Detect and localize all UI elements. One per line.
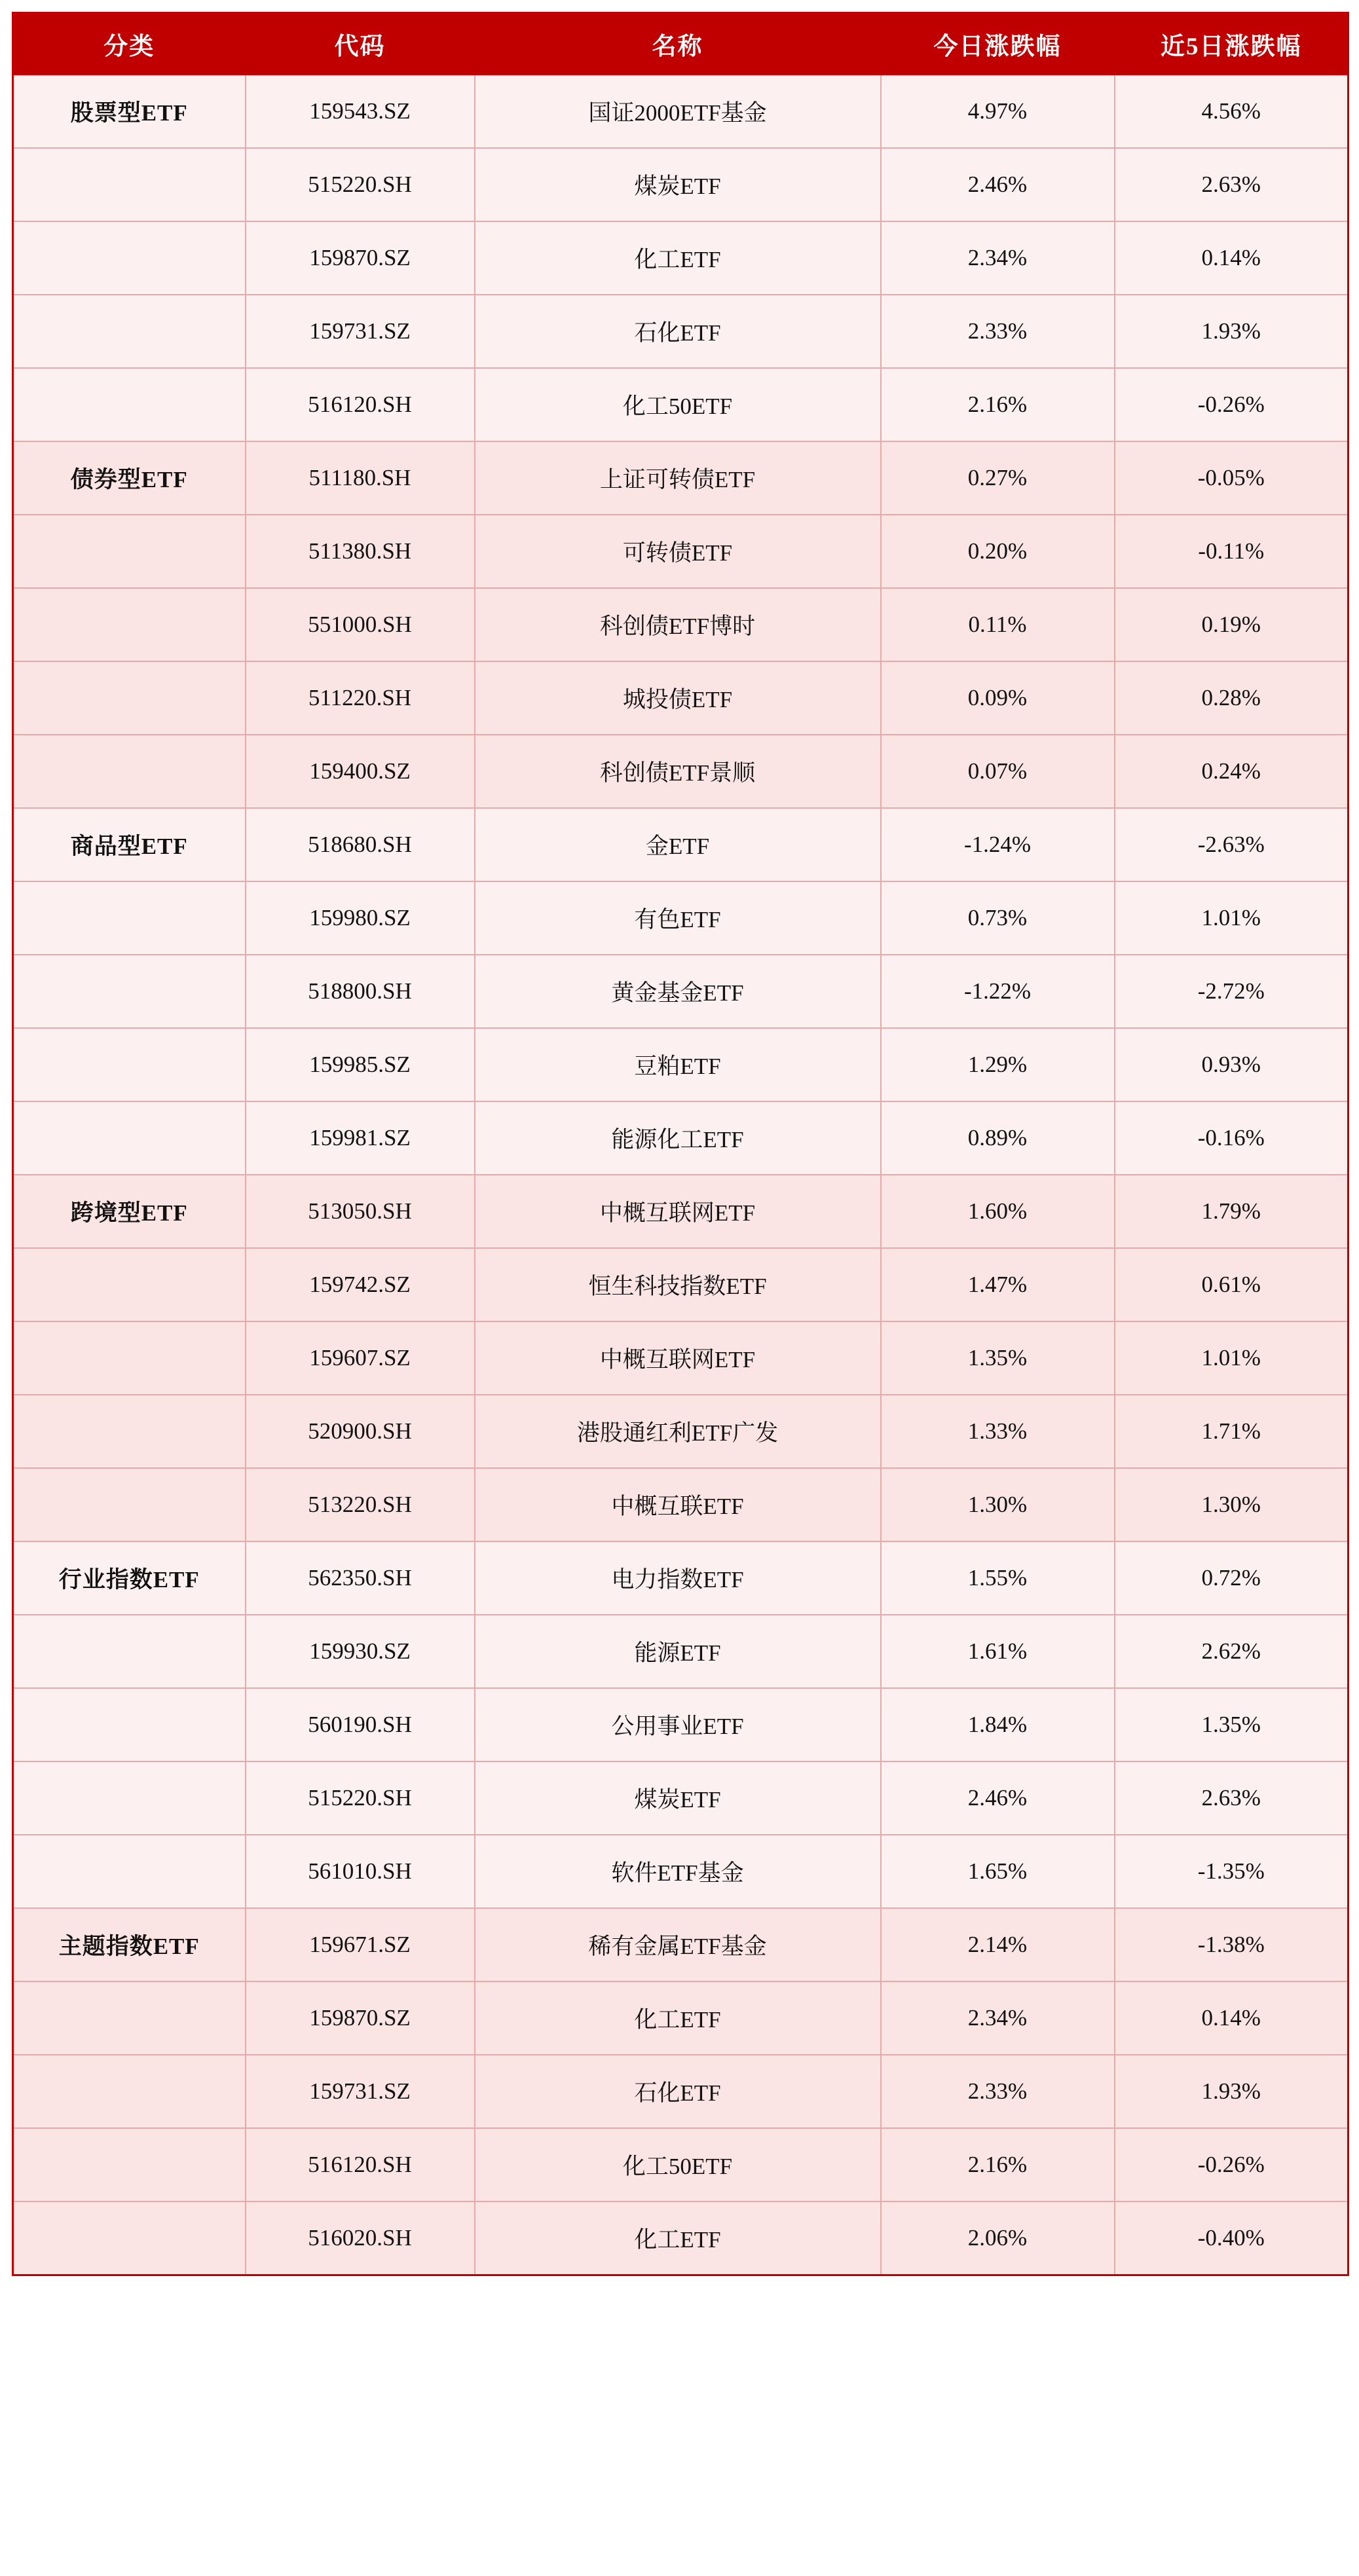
cell-code: 551000.SH (246, 588, 475, 661)
cell-category (13, 1615, 246, 1688)
cell-five-day-change: 0.14% (1115, 221, 1349, 295)
table-row (13, 1835, 1349, 1908)
table-row (13, 368, 1349, 441)
cell-code: 159671.SZ (246, 1908, 475, 1981)
cell-five-day-change: 1.01% (1115, 881, 1349, 955)
cell-today-change: 2.46% (881, 1761, 1115, 1835)
cell-five-day-change: 0.61% (1115, 1248, 1349, 1321)
column-header-code: 代码 (246, 13, 475, 75)
cell-today-change: 2.34% (881, 221, 1115, 295)
cell-category (13, 1981, 246, 2055)
cell-category (13, 588, 246, 661)
cell-today-change: 0.07% (881, 735, 1115, 808)
cell-today-change: 2.16% (881, 368, 1115, 441)
cell-name: 有色ETF (475, 881, 881, 955)
header-row (13, 13, 1349, 75)
table-row (13, 441, 1349, 515)
table-row (13, 2055, 1349, 2128)
table-row (13, 881, 1349, 955)
cell-name: 豆粕ETF (475, 1028, 881, 1101)
cell-name: 可转债ETF (475, 515, 881, 588)
cell-name: 石化ETF (475, 2055, 881, 2128)
cell-code: 511220.SH (246, 661, 475, 735)
cell-category (13, 295, 246, 368)
table-row (13, 1688, 1349, 1761)
cell-code: 516120.SH (246, 368, 475, 441)
cell-five-day-change: 1.93% (1115, 2055, 1349, 2128)
table-row (13, 1615, 1349, 1688)
cell-code: 513220.SH (246, 1468, 475, 1541)
cell-category: 商品型ETF (13, 808, 246, 881)
cell-code: 518800.SH (246, 955, 475, 1028)
cell-today-change: 1.84% (881, 1688, 1115, 1761)
cell-five-day-change: 0.14% (1115, 1981, 1349, 2055)
cell-today-change: 4.97% (881, 75, 1115, 148)
cell-five-day-change: -1.38% (1115, 1908, 1349, 1981)
cell-name: 中概互联网ETF (475, 1175, 881, 1248)
cell-code: 159980.SZ (246, 881, 475, 955)
cell-code: 560190.SH (246, 1688, 475, 1761)
etf-table (12, 12, 1349, 2276)
cell-five-day-change: 1.30% (1115, 1468, 1349, 1541)
cell-code: 159981.SZ (246, 1101, 475, 1175)
cell-category: 主题指数ETF (13, 1908, 246, 1981)
cell-category (13, 1321, 246, 1395)
table-row (13, 735, 1349, 808)
cell-five-day-change: -0.26% (1115, 368, 1349, 441)
cell-today-change: 2.16% (881, 2128, 1115, 2201)
cell-today-change: 2.33% (881, 295, 1115, 368)
cell-code: 562350.SH (246, 1541, 475, 1615)
cell-code: 511180.SH (246, 441, 475, 515)
cell-today-change: 1.55% (881, 1541, 1115, 1615)
cell-five-day-change: -0.05% (1115, 441, 1349, 515)
table-body (13, 75, 1349, 2275)
table-row (13, 1248, 1349, 1321)
table-row (13, 588, 1349, 661)
cell-today-change: 1.33% (881, 1395, 1115, 1468)
table-row (13, 955, 1349, 1028)
cell-five-day-change: 1.71% (1115, 1395, 1349, 1468)
cell-code: 516020.SH (246, 2201, 475, 2275)
table-row (13, 1981, 1349, 2055)
table-row (13, 1468, 1349, 1541)
cell-five-day-change: 1.93% (1115, 295, 1349, 368)
cell-code: 518680.SH (246, 808, 475, 881)
table-row (13, 1028, 1349, 1101)
cell-name: 科创债ETF景顺 (475, 735, 881, 808)
cell-category (13, 661, 246, 735)
cell-today-change: 1.35% (881, 1321, 1115, 1395)
cell-code: 159543.SZ (246, 75, 475, 148)
cell-code: 520900.SH (246, 1395, 475, 1468)
cell-name: 煤炭ETF (475, 148, 881, 221)
cell-category (13, 1028, 246, 1101)
cell-name: 化工ETF (475, 1981, 881, 2055)
cell-today-change: 0.89% (881, 1101, 1115, 1175)
cell-name: 港股通红利ETF广发 (475, 1395, 881, 1468)
cell-name: 软件ETF基金 (475, 1835, 881, 1908)
table-row (13, 808, 1349, 881)
cell-code: 513050.SH (246, 1175, 475, 1248)
cell-five-day-change: 0.28% (1115, 661, 1349, 735)
cell-name: 稀有金属ETF基金 (475, 1908, 881, 1981)
table-row (13, 1761, 1349, 1835)
cell-code: 159870.SZ (246, 221, 475, 295)
cell-today-change: -1.22% (881, 955, 1115, 1028)
cell-today-change: -1.24% (881, 808, 1115, 881)
cell-five-day-change: -0.11% (1115, 515, 1349, 588)
cell-today-change: 0.20% (881, 515, 1115, 588)
cell-five-day-change: 0.24% (1115, 735, 1349, 808)
cell-code: 159742.SZ (246, 1248, 475, 1321)
cell-five-day-change: -1.35% (1115, 1835, 1349, 1908)
cell-today-change: 1.29% (881, 1028, 1115, 1101)
cell-code: 515220.SH (246, 1761, 475, 1835)
cell-today-change: 2.46% (881, 148, 1115, 221)
table-row (13, 1101, 1349, 1175)
cell-name: 化工50ETF (475, 2128, 881, 2201)
table-header (13, 13, 1349, 75)
cell-category (13, 221, 246, 295)
table-row (13, 2128, 1349, 2201)
cell-category (13, 1688, 246, 1761)
cell-category (13, 2055, 246, 2128)
table-row (13, 1321, 1349, 1395)
cell-five-day-change: 1.35% (1115, 1688, 1349, 1761)
table-row (13, 1541, 1349, 1615)
cell-category (13, 955, 246, 1028)
cell-today-change: 0.27% (881, 441, 1115, 515)
cell-category (13, 1835, 246, 1908)
cell-name: 能源ETF (475, 1615, 881, 1688)
cell-today-change: 0.73% (881, 881, 1115, 955)
cell-code: 511380.SH (246, 515, 475, 588)
column-header-five-day: 近5日涨跌幅 (1115, 13, 1349, 75)
cell-five-day-change: -2.72% (1115, 955, 1349, 1028)
cell-five-day-change: 4.56% (1115, 75, 1349, 148)
cell-today-change: 2.34% (881, 1981, 1115, 2055)
cell-five-day-change: 1.79% (1115, 1175, 1349, 1248)
cell-five-day-change: 0.72% (1115, 1541, 1349, 1615)
cell-category (13, 1248, 246, 1321)
cell-name: 能源化工ETF (475, 1101, 881, 1175)
cell-five-day-change: -0.40% (1115, 2201, 1349, 2275)
cell-five-day-change: -0.26% (1115, 2128, 1349, 2201)
table-row (13, 515, 1349, 588)
cell-five-day-change: 0.93% (1115, 1028, 1349, 1101)
table-row (13, 295, 1349, 368)
cell-today-change: 1.65% (881, 1835, 1115, 1908)
table-row (13, 75, 1349, 148)
cell-category (13, 1468, 246, 1541)
cell-five-day-change: -2.63% (1115, 808, 1349, 881)
cell-name: 电力指数ETF (475, 1541, 881, 1615)
cell-code: 159985.SZ (246, 1028, 475, 1101)
cell-category: 股票型ETF (13, 75, 246, 148)
cell-code: 515220.SH (246, 148, 475, 221)
cell-today-change: 0.11% (881, 588, 1115, 661)
table-row (13, 2201, 1349, 2275)
cell-name: 金ETF (475, 808, 881, 881)
cell-five-day-change: 2.62% (1115, 1615, 1349, 1688)
cell-code: 159731.SZ (246, 295, 475, 368)
cell-today-change: 0.09% (881, 661, 1115, 735)
cell-name: 科创债ETF博时 (475, 588, 881, 661)
table-row (13, 661, 1349, 735)
cell-five-day-change: 2.63% (1115, 148, 1349, 221)
cell-name: 石化ETF (475, 295, 881, 368)
cell-code: 516120.SH (246, 2128, 475, 2201)
table-row (13, 1908, 1349, 1981)
cell-code: 159400.SZ (246, 735, 475, 808)
cell-name: 恒生科技指数ETF (475, 1248, 881, 1321)
column-header-today: 今日涨跌幅 (881, 13, 1115, 75)
cell-code: 159870.SZ (246, 1981, 475, 2055)
cell-today-change: 1.61% (881, 1615, 1115, 1688)
cell-code: 159731.SZ (246, 2055, 475, 2128)
cell-category: 跨境型ETF (13, 1175, 246, 1248)
table-row (13, 148, 1349, 221)
column-header-category: 分类 (13, 13, 246, 75)
cell-name: 中概互联网ETF (475, 1321, 881, 1395)
cell-category (13, 148, 246, 221)
column-header-name: 名称 (475, 13, 881, 75)
cell-category (13, 735, 246, 808)
cell-code: 159930.SZ (246, 1615, 475, 1688)
table-row (13, 1395, 1349, 1468)
cell-category (13, 1101, 246, 1175)
cell-category (13, 2128, 246, 2201)
cell-five-day-change: -0.16% (1115, 1101, 1349, 1175)
cell-category (13, 1395, 246, 1468)
cell-name: 国证2000ETF基金 (475, 75, 881, 148)
cell-code: 159607.SZ (246, 1321, 475, 1395)
cell-name: 城投债ETF (475, 661, 881, 735)
cell-today-change: 1.30% (881, 1468, 1115, 1541)
cell-five-day-change: 0.19% (1115, 588, 1349, 661)
cell-name: 化工ETF (475, 2201, 881, 2275)
cell-name: 上证可转债ETF (475, 441, 881, 515)
cell-today-change: 1.47% (881, 1248, 1115, 1321)
cell-category (13, 881, 246, 955)
cell-five-day-change: 2.63% (1115, 1761, 1349, 1835)
cell-today-change: 2.33% (881, 2055, 1115, 2128)
table-row (13, 1175, 1349, 1248)
cell-name: 化工50ETF (475, 368, 881, 441)
cell-name: 煤炭ETF (475, 1761, 881, 1835)
cell-name: 黄金基金ETF (475, 955, 881, 1028)
cell-category: 行业指数ETF (13, 1541, 246, 1615)
cell-category (13, 1761, 246, 1835)
cell-category (13, 368, 246, 441)
table-row (13, 221, 1349, 295)
cell-code: 561010.SH (246, 1835, 475, 1908)
cell-today-change: 2.14% (881, 1908, 1115, 1981)
cell-five-day-change: 1.01% (1115, 1321, 1349, 1395)
cell-name: 中概互联ETF (475, 1468, 881, 1541)
cell-category: 债券型ETF (13, 441, 246, 515)
cell-name: 化工ETF (475, 221, 881, 295)
cell-today-change: 2.06% (881, 2201, 1115, 2275)
cell-name: 公用事业ETF (475, 1688, 881, 1761)
cell-category (13, 515, 246, 588)
cell-today-change: 1.60% (881, 1175, 1115, 1248)
cell-category (13, 2201, 246, 2275)
